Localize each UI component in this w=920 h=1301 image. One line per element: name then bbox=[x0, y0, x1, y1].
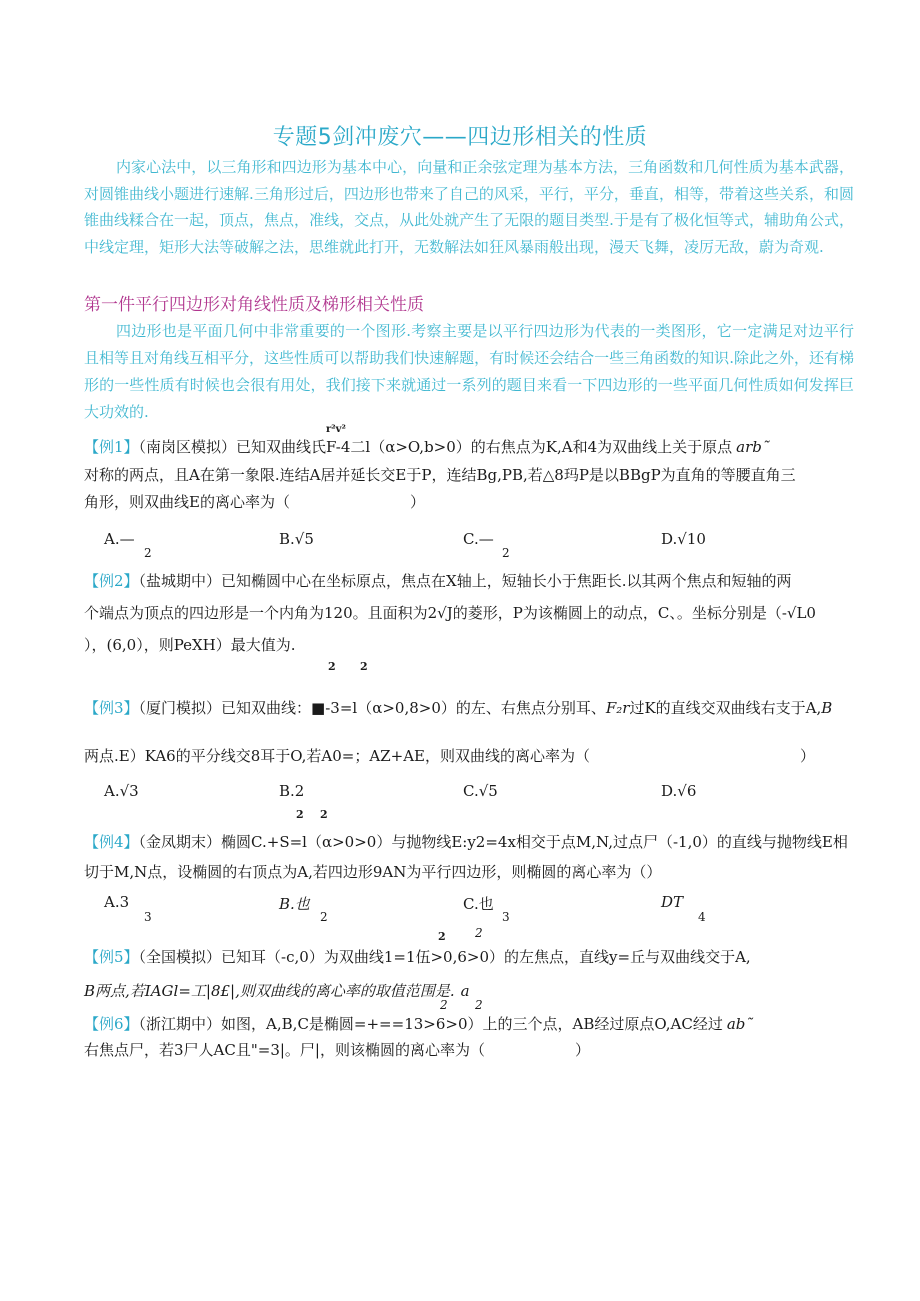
example-3-line-1: 【例3】（厦门模拟）已知双曲线：■-3=l（α>0,8>0）的左、右焦点分别耳、F₂r过K的直线交双曲线右支于A,B bbox=[84, 699, 833, 717]
example-5-tag: 【例5】 bbox=[84, 948, 139, 966]
page-title: 专题5剑冲废穴——四边形相关的性质 bbox=[272, 125, 648, 150]
example-4-line-1: 【例4】（金凤期末）椭圆C.+S=l（α>0>0）与抛物线E:y2=4x相交于点M,N,过点尸（-1,0）的直线与抛物线E相 bbox=[84, 833, 848, 851]
example-1-option-a: A.— bbox=[104, 530, 135, 548]
ex3-sup-2: 2 bbox=[320, 808, 328, 821]
example-4-option-b-sub: 2 bbox=[320, 910, 328, 924]
example-3-option-b: B.2 bbox=[279, 782, 305, 800]
example-1-line-2: 对称的两点，且A在第一象限.连结A居并延长交E于P，连结Bg,PB,若△8玛P是以BBgP为直角的等腰直角三 bbox=[84, 466, 796, 484]
example-4-line-2: 切于M,N点，设椭圆的右顶点为A,若四边形9AN为平行四边形，则椭圆的离心率为（） bbox=[84, 863, 662, 881]
example-4-option-c-sub: 3 bbox=[502, 910, 510, 924]
ex2-sup-2: 2 bbox=[360, 660, 368, 673]
ex6-sup-1: 2 bbox=[440, 998, 448, 1012]
example-5-line-2: B两点,若IAGl=工|8£|,则双曲线的离心率的取值范围是. a bbox=[84, 982, 470, 1000]
example-1-option-c-sub: 2 bbox=[502, 546, 510, 560]
example-4-option-a-sub: 3 bbox=[144, 910, 152, 924]
example-1-option-a-sub: 2 bbox=[144, 546, 152, 560]
ex4-sup-1: 2 bbox=[438, 930, 446, 943]
example-1-option-d: D.√10 bbox=[661, 530, 706, 548]
example-1-line-3: 角形，则双曲线E的离心率为（ ） bbox=[84, 493, 425, 511]
example-2-line-2: 个端点为顶点的四边形是一个内角为120。且面积为2√J的菱形，P为该椭圆上的动点，C、。坐标分别是（-√L0 bbox=[84, 604, 816, 622]
example-2-line-3: ），(6,0），则PeXH）最大值为. bbox=[84, 636, 296, 654]
example-1-option-c: C.— bbox=[463, 530, 494, 548]
ex2-sup-1: 2 bbox=[328, 660, 336, 673]
example-1-line-1: 【例1】（南岗区模拟）已知双曲线氏F-4二l（α>O,b>0）的右焦点为K,A和4为双曲线上关于原点 arb˜ bbox=[84, 438, 770, 456]
example-3-tag: 【例3】 bbox=[84, 699, 139, 717]
intro-paragraph: 内家心法中，以三角形和四边形为基本中心，向量和正余弦定理为基本方法，三角函数和几何性质为基本武器，对圆锥曲线小题进行速解.三角形过后，四边形也带来了自己的风采，平行，平分，垂直，相等，带着这些关系，和圆锥曲线糅合在一起，顶点，焦点，准线，交点，从此处就产生了无限的题目类型.于是有了极化恒等式，辅助角公式，中线定理，矩形大法等破解之法，思维就此打开，无数解法如狂风暴雨般出现，漫天飞舞，凌厉无敌，蔚为奇观. bbox=[84, 158, 854, 256]
example-2-line-1: 【例2】（盐城期中）已知椭圆中心在坐标原点，焦点在X轴上，短轴长小于焦距长.以其两个焦点和短轴的两 bbox=[84, 572, 792, 590]
example-6-line-2: 右焦点尸，若3尸人AC且"=3|。尸|，则该椭圆的离心率为（ ） bbox=[84, 1041, 590, 1059]
example-6-tag: 【例6】 bbox=[84, 1015, 139, 1033]
example-4-option-b: B.也 bbox=[279, 895, 310, 913]
ex6-sup-2: 2 bbox=[475, 998, 483, 1012]
example-3-option-d: D.√6 bbox=[661, 782, 697, 800]
ex3-sup-1: 2 bbox=[296, 808, 304, 821]
example-3-line-2: 两点.E）KA6的平分线交8耳于O,若A0=；AZ+AE，则双曲线的离心率为（ ） bbox=[84, 747, 815, 765]
example-3-option-c: C.√5 bbox=[463, 782, 498, 800]
example-3-option-a: A.√3 bbox=[104, 782, 139, 800]
section-heading: 第一件平行四边形对角线性质及梯形相关性质 bbox=[84, 295, 424, 315]
ex4-sup-2: 2 bbox=[475, 926, 483, 940]
example-5-line-1: 【例5】（全国模拟）已知耳（-c,0）为双曲线1=1伍>0,6>0）的左焦点，直线y=丘与双曲线交于A, bbox=[84, 948, 751, 966]
example-4-option-c: C.也 bbox=[463, 895, 494, 913]
example-6-line-1: 【例6】（浙江期中）如图，A,B,C是椭圆=+==13>6>0）上的三个点，AB经过原点O,AC经过 ab˜ bbox=[84, 1015, 753, 1033]
example-4-option-d: DT bbox=[661, 893, 684, 911]
example-4-option-d-sub: 4 bbox=[698, 910, 706, 924]
example-2-tag: 【例2】 bbox=[84, 572, 139, 590]
ex1-superscript: r²v² bbox=[326, 424, 346, 435]
example-1-tag: 【例1】 bbox=[84, 438, 139, 456]
section-intro-paragraph: 四边形也是平面几何中非常重要的一个图形.考察主要是以平行四边形为代表的一类图形，它一定满足对边平行且相等且对角线互相平分，这些性质可以帮助我们快速解题，有时候还会结合一些三角函数的知识.除此之外，还有梯形的一些性质有时候也会很有用处，我们接下来就通过一系列的题目来看一下四边形的一些平面几何性质如何发挥巨大功效的. bbox=[84, 322, 854, 421]
example-4-option-a: A.3 bbox=[104, 893, 130, 911]
example-4-tag: 【例4】 bbox=[84, 833, 139, 851]
example-1-option-b: B.√5 bbox=[279, 530, 314, 548]
